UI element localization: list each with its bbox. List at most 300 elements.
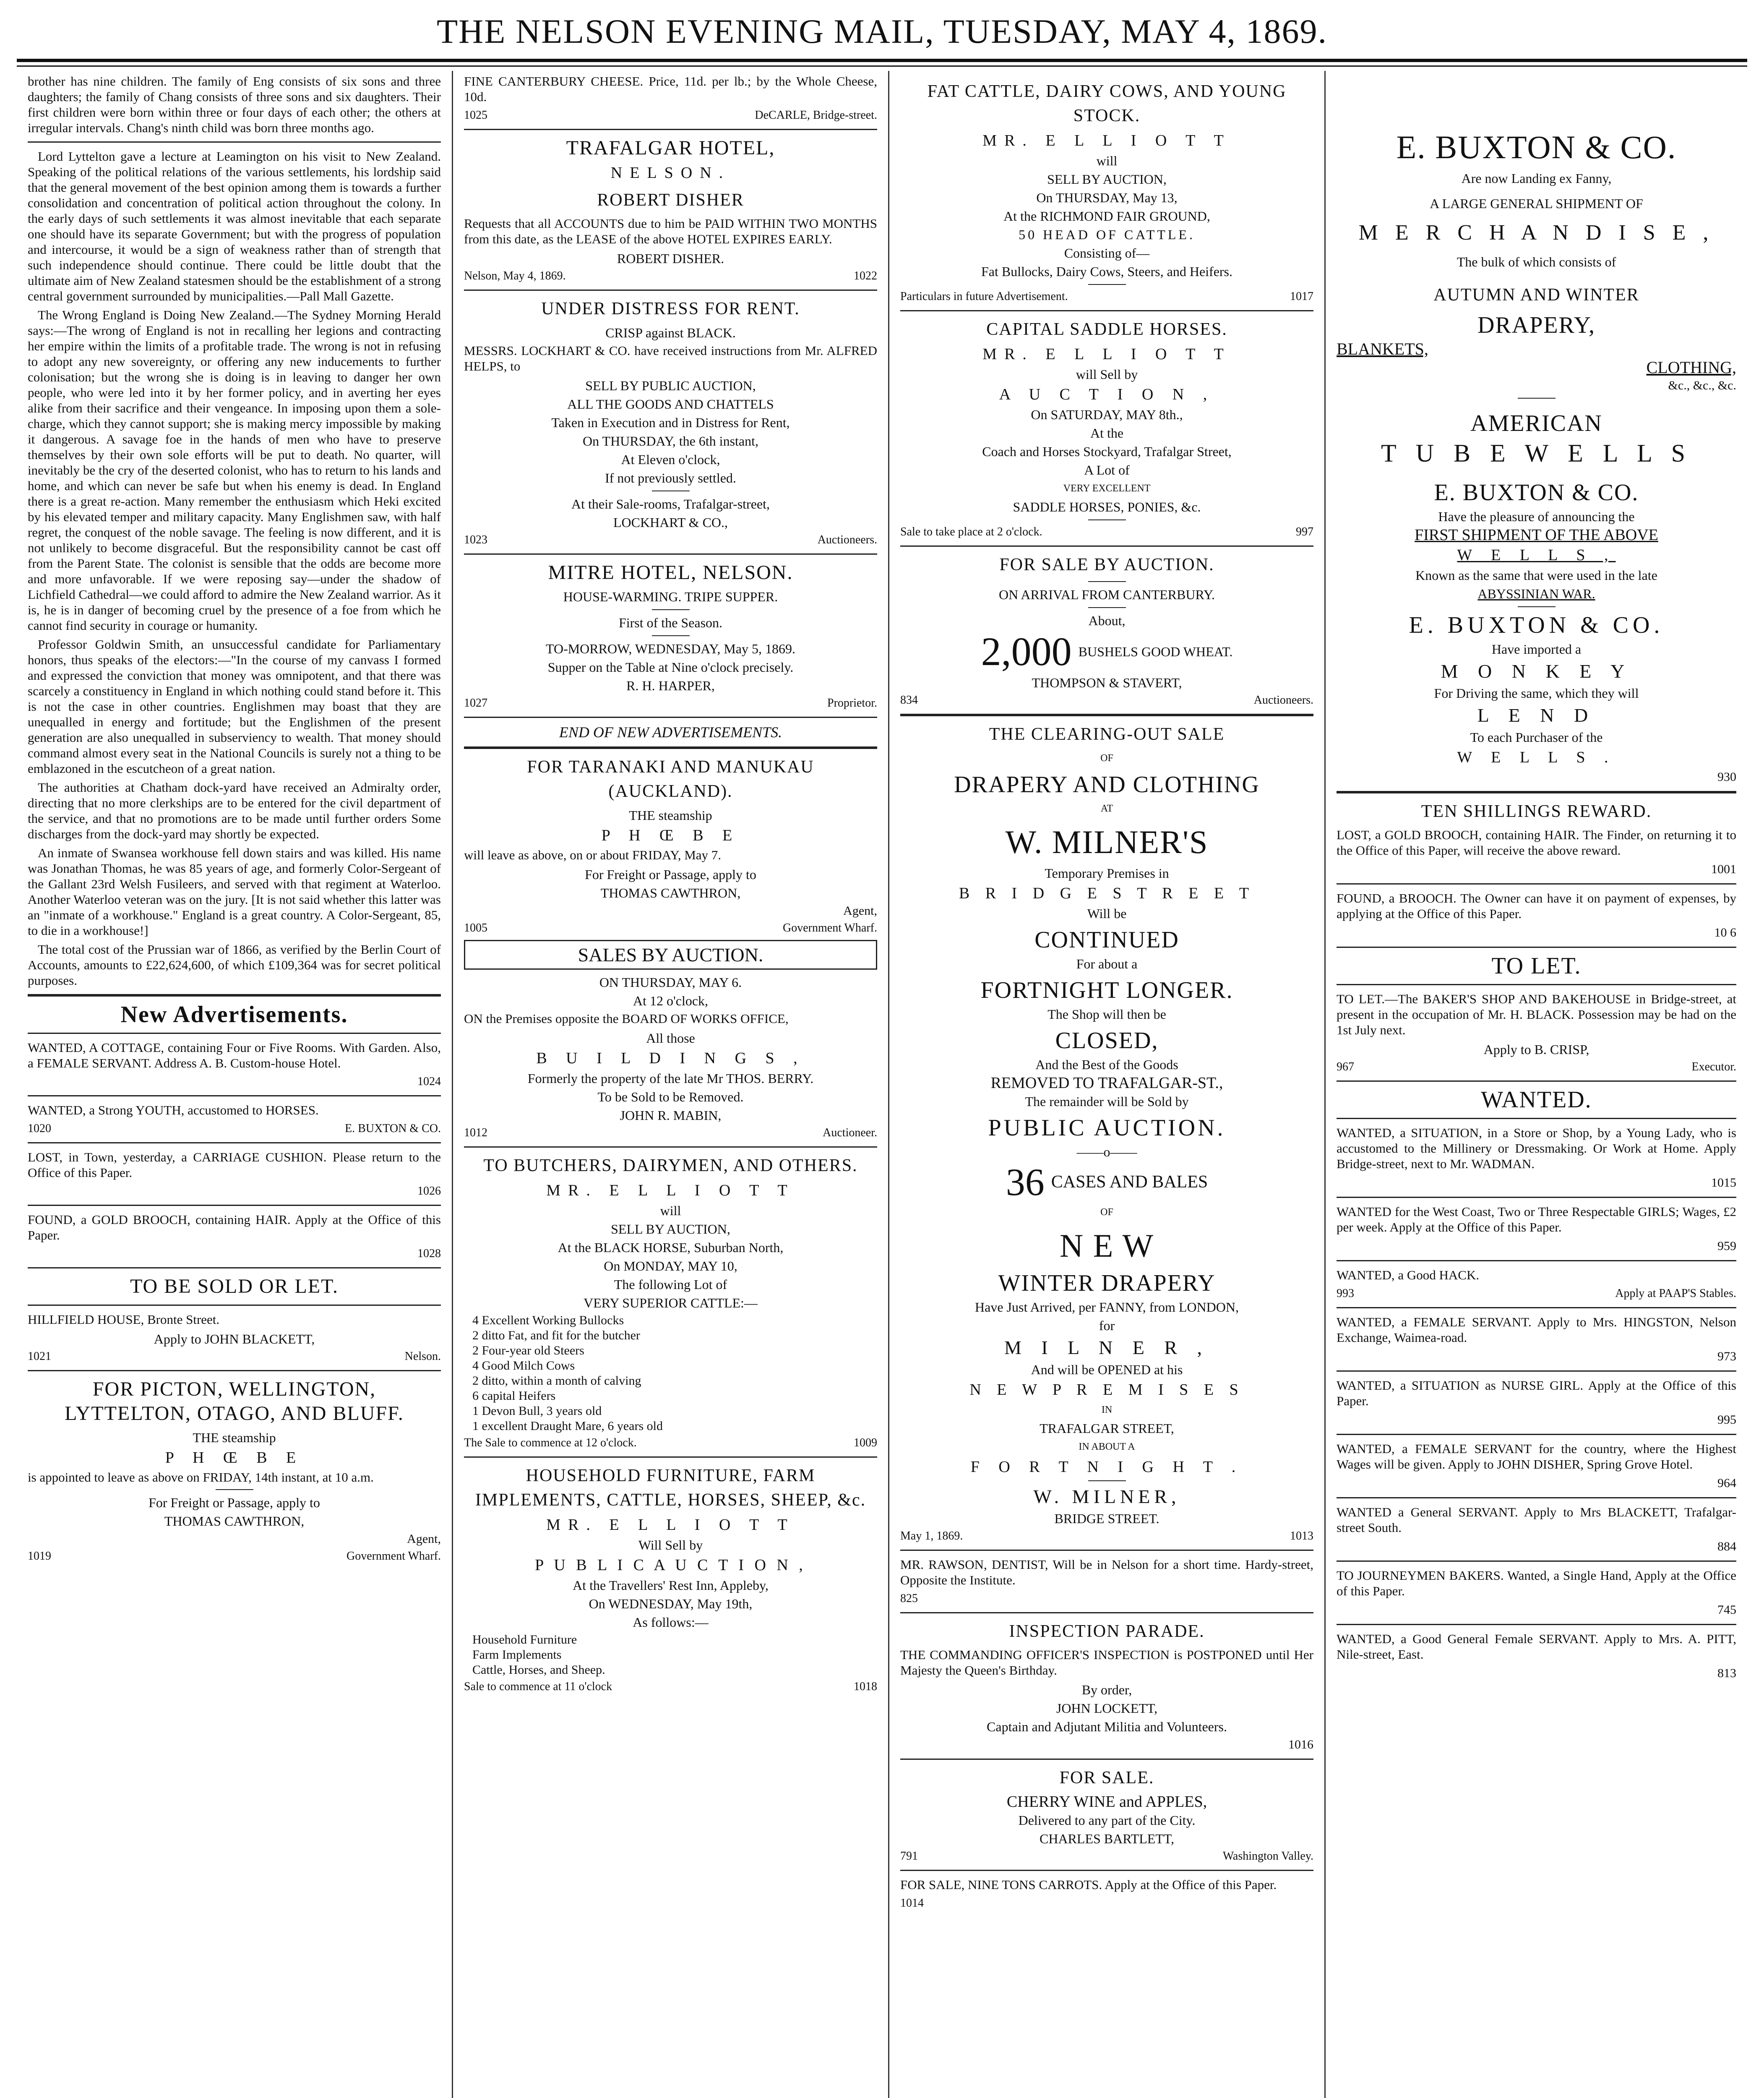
- mitre-signature: R. H. HARPER,: [626, 678, 715, 693]
- particulars: Particulars in future Advertisement.: [900, 290, 1068, 303]
- ad-place: Government Wharf.: [783, 921, 877, 934]
- divider: [900, 714, 1313, 716]
- cases-in: IN: [1101, 1404, 1113, 1415]
- ad-place: Washington Valley.: [1222, 1850, 1313, 1863]
- ad-number: 1018: [854, 1680, 877, 1693]
- for-sale-heading: FOR SALE.: [1059, 1768, 1154, 1787]
- article-goldwin-smith: Professor Goldwin Smith, an unsuccessful candidate for Parliamentary honors, thus speaks of the electors:—"In the course of my canvass I formed and expressed the conviction that money was omnipotent, and that there was scarcely a constituency in England in which nothing could stand before it. This is not the case in other countries. Englishmen may boast that they are unequalled in energy and fortitude; but the Englishmen of the present generation are also unequalled in subserviency to wealth. That money should command almost every seat in the National Councils is surely not a thing to be emblazoned in the escutcheon of a great nation.: [28, 637, 441, 776]
- column-2: [453, 71, 889, 2098]
- ad-number: 1028: [417, 1247, 441, 1260]
- divider: [28, 1095, 441, 1096]
- divider: [28, 1370, 441, 1371]
- ad-number: 1022: [854, 269, 877, 282]
- clearing-fortnight: FORTNIGHT LONGER.: [980, 977, 1233, 1003]
- divider: [464, 129, 877, 130]
- cases-fortnight: F O R T N I G H T .: [970, 1458, 1243, 1476]
- ad-number: 1009: [854, 1436, 877, 1449]
- divider: [464, 290, 877, 291]
- ad-wanted: TO JOURNEYMEN BAKERS. Wanted, a Single Hand, Apply at the Office of this Paper.: [1337, 1568, 1736, 1598]
- lockhart-date: On THURSDAY, the 6th instant,: [582, 433, 758, 449]
- divider: [900, 545, 1313, 547]
- article-wrong-england: The Wrong England is Doing New Zealand.—The Sydney Morning Herald says:—The wrong of England is not in recalling her legions and contracting her empire within the limits of a profitable trade. The wrong is not in refusing to adopt any new sovereignty, or offering any new inducements to further colonisation; but the wrong she is doing is in leaving to danger her own people, who were led into it by her former policy, and in averting her eyes alike from their sacrifice and their vengeance. In imposing upon them a sole-charge, which they cannot support; she is making mercy impossible by making it dangerous. A savage foe in the hands of men who have to preserve themselves by their own sole efforts will be put to death. No quarter, will inevitably be the cry of the deserted colonist, who has to return to his lands and home, and which can never be safe but when his enemy is dead. In England there is a great re-action. Many remember the enthusiasm which Heki excited by his elevated temper and military capacity. Many Englishmen saw, with half regret, the conquest of the noble savage. The feeling is now different, and it is not unlikely to become disgraceful. But the responsibility cannot be cast off from the Parent State. The colonist is sensible that the odds are become more and more unfavorable. If we were reposing say—under the shadow of Lichfield Cathedral—we could afford to admire the New Zealand warrior. As it is, he is in danger of becoming cruel by the presence of a foe from which he cannot find security in courage or humanity.: [28, 308, 441, 633]
- cases-new: N E W: [1059, 1227, 1154, 1264]
- lockhart-rooms: At their Sale-rooms, Trafalgar-street,: [571, 496, 770, 511]
- short-rule: [1088, 519, 1126, 520]
- ad-cottage: WANTED, A COTTAGE, containing Four or Five Rooms. With Garden. Also, a FEMALE SERVANT. Address A. B. Custom-house Hotel.: [28, 1040, 441, 1070]
- elliott-name: MR. E L L I O T T: [546, 1182, 795, 1199]
- ad-number: 964: [1717, 1476, 1736, 1490]
- list-item: 2 ditto Fat, and fit for the butcher: [472, 1328, 640, 1342]
- elliott-at: At the: [1090, 425, 1124, 441]
- ad-footer: [28, 1549, 441, 1564]
- divider: [1337, 1307, 1736, 1308]
- buxton-purchaser: To each Purchaser of the: [1470, 730, 1603, 745]
- inspection-signature: JOHN LOCKETT,: [1056, 1701, 1158, 1716]
- buxton-merchandise: M E R C H A N D I S E ,: [1358, 221, 1714, 245]
- clearing-bridge: B R I D G E S T R E E T: [959, 885, 1255, 902]
- buxton-blankets: BLANKETS,: [1337, 339, 1428, 358]
- steamship-name: P H Œ B E: [601, 827, 740, 844]
- ad-number: 1020: [28, 1122, 51, 1135]
- ad-footer: [464, 1125, 877, 1140]
- elliott-sell: SELL BY AUCTION,: [611, 1221, 730, 1237]
- elliott-will: will: [1096, 153, 1118, 168]
- cases-winter-drapery: WINTER DRAPERY: [998, 1270, 1216, 1296]
- inspection-role: Captain and Adjutant Militia and Volunteers.: [987, 1719, 1227, 1734]
- lockhart-taken: Taken in Execution and in Distress for Rent,: [551, 415, 790, 430]
- sale-time: The Sale to commence at 12 o'clock.: [464, 1436, 637, 1449]
- list-item: 4 Good Milch Cows: [472, 1359, 575, 1373]
- fat-cattle-heading: FAT CATTLE, DAIRY COWS, AND YOUNG STOCK.: [927, 82, 1287, 125]
- for-sale-auction-heading: FOR SALE BY AUCTION.: [999, 555, 1214, 574]
- inspection-notice: THE COMMANDING OFFICER'S INSPECTION is POSTPONED until Her Majesty the Queen's Birthday.: [900, 1647, 1313, 1678]
- ad-number: 1016: [1288, 1738, 1313, 1751]
- list-item: 1 Devon Bull, 3 years old: [472, 1404, 602, 1418]
- ad-number: 1021: [28, 1350, 51, 1363]
- divider: [464, 1456, 877, 1458]
- cherry-wine: CHERRY WINE and APPLES,: [1006, 1793, 1207, 1811]
- cases-new-premises: N E W P R E M I S E S: [969, 1381, 1244, 1399]
- ad-wanted: WANTED, a SITUATION as NURSE GIRL. Apply at the Office of this Paper.: [1337, 1378, 1736, 1408]
- ad-footer: [464, 1679, 877, 1694]
- clearing-best: And the Best of the Goods: [1035, 1057, 1178, 1072]
- list-item: 1 excellent Draught Mare, 6 years old: [472, 1419, 663, 1433]
- short-rule: [652, 635, 690, 636]
- buxton-name: E. BUXTON & CO.: [1409, 612, 1664, 638]
- divider: [1337, 1080, 1736, 1082]
- taranaki-heading: FOR TARANAKI AND MANUKAU (AUCKLAND).: [527, 757, 814, 801]
- clearing-milner: W. MILNER'S: [1005, 824, 1209, 860]
- buxton-driving: For Driving the same, which they will: [1434, 686, 1639, 701]
- elliott-date: On WEDNESDAY, May 19th,: [589, 1596, 753, 1611]
- ad-footer: [464, 921, 877, 936]
- masthead-rule-thin: [17, 65, 1747, 67]
- list-item: Farm Implements: [472, 1648, 562, 1662]
- distress-parties: CRISP against BLACK.: [605, 325, 736, 340]
- ad-number: 1025: [464, 109, 487, 122]
- list-item: 6 capital Heifers: [472, 1389, 556, 1403]
- ad-number: 1012: [464, 1126, 487, 1139]
- ad-footer: [900, 693, 1313, 708]
- buxton-monkey: M O N K E Y: [1441, 660, 1632, 682]
- cases-line: [900, 1162, 1313, 1202]
- to-let-heading: TO LET.: [1491, 953, 1582, 979]
- ad-number: 997: [1296, 525, 1313, 538]
- new-adverts-heading: New Advertisements.: [120, 1002, 348, 1028]
- mabin-date: ON THURSDAY, MAY 6.: [599, 975, 742, 990]
- arrival: ON ARRIVAL FROM CANTERBURY.: [998, 587, 1215, 602]
- article-prussian: The total cost of the Prussian war of 1866, as verified by the Berlin Court of Accounts, amounts to £22,624,600, of which £109,364 was for secret political purposes.: [28, 942, 441, 988]
- article-swansea: An inmate of Swansea workhouse fell down stairs and was killed. His name was Jonathan Thomas, he was 85 years of age, and formerly Color-Sergeant of the Gallant 23rd Welsh Fusileers, and served with that regiment at Waterloo. Another Waterloo veteran was on the jury. [It is not said whether this latter was an "inmate of a workhouse." England is a great country. A Color-Sergeant, 85, to die in a workhouse!]: [28, 845, 441, 938]
- columns: [17, 71, 1747, 2098]
- column-4: [1326, 71, 1747, 2098]
- ad-number: 1001: [1711, 862, 1736, 876]
- short-rule: [1518, 606, 1556, 607]
- elliott-lot: A Lot of: [1084, 462, 1130, 478]
- elliott-sell: SELL BY AUCTION,: [1047, 172, 1167, 187]
- to-let-apply: Apply to B. CRISP,: [1483, 1042, 1589, 1057]
- ad-wanted: WANTED a General SERVANT. Apply to Mrs BLACKETT, Trafalgar-street South.: [1337, 1505, 1736, 1535]
- ad-role: Auctioneer.: [823, 1126, 877, 1139]
- ad-number: 930: [1717, 770, 1736, 784]
- ad-rawson: MR. RAWSON, DENTIST, Will be in Nelson for a short time. Hardy-street, Opposite the Institute.: [900, 1557, 1313, 1587]
- buxton-wells: W E L L S .: [1457, 749, 1616, 766]
- cases-about: IN ABOUT A: [1079, 1441, 1135, 1452]
- article-siamese: brother has nine children. The family of Eng consists of six sons and three daughters; the family of Chang consists of three sons and six daughters. Their first children were born within three or four days of each other; the others at irregular intervals. Chang's ninth child was born three months ago.: [28, 74, 441, 135]
- wheat-quantity: 2,000: [981, 629, 1072, 674]
- buxton-etc: &c., &c., &c.: [1668, 378, 1736, 392]
- clearing-ornament: ——o——: [1076, 1144, 1137, 1159]
- divider: [28, 1267, 441, 1268]
- divider: [28, 994, 441, 997]
- ad-date: Nelson, May 4, 1869.: [464, 269, 566, 282]
- hillfield-house: HILLFIELD HOUSE, Bronte Street.: [28, 1312, 220, 1327]
- ad-carrots: FOR SALE, NINE TONS CARROTS. Apply at the Office of this Paper.: [900, 1877, 1277, 1892]
- short-rule: [1518, 398, 1556, 399]
- buxton-clothing: CLOTHING,: [1646, 358, 1736, 377]
- mitre-heading: MITRE HOTEL, NELSON.: [548, 561, 793, 584]
- buxton-name: E. BUXTON & CO.: [1396, 129, 1677, 165]
- elliott-date: On MONDAY, MAY 10,: [604, 1258, 737, 1273]
- short-rule: [216, 1489, 253, 1490]
- elliott-following: The following Lot of: [614, 1277, 727, 1292]
- mabin-removed: To be Sold to be Removed.: [597, 1089, 744, 1104]
- ad-signature: E. BUXTON & CO.: [345, 1122, 441, 1135]
- saddle-horses-heading: CAPITAL SADDLE HORSES.: [986, 320, 1227, 339]
- freight-label: For Freight or Passage, apply to: [149, 1495, 320, 1510]
- cattle-head: 50 HEAD OF CATTLE.: [1019, 227, 1195, 242]
- divider: [1337, 791, 1736, 793]
- buxton-bulk: The bulk of which consists of: [1457, 254, 1616, 269]
- mitre-sub: HOUSE-WARMING. TRIPE SUPPER.: [563, 589, 778, 604]
- buxton-landing: Are now Landing ex Fanny,: [1461, 171, 1612, 186]
- ad-place: Nelson.: [404, 1350, 441, 1363]
- mabin-buildings: B U I L D I N G S ,: [536, 1049, 805, 1067]
- elliott-very: VERY SUPERIOR CATTLE:—: [584, 1295, 758, 1310]
- ad-wanted: WANTED, a FEMALE SERVANT for the country, where the Highest Wages will be given. Apply to JOHN DISHER, Spring Grove Hotel.: [1337, 1441, 1736, 1472]
- column-3: [889, 71, 1326, 2098]
- ad-footer: [900, 289, 1313, 304]
- clearing-will-be: Will be: [1087, 906, 1127, 921]
- ad-number: 1023: [464, 533, 487, 546]
- divider: [900, 1550, 1313, 1551]
- ad-number: 959: [1717, 1239, 1736, 1253]
- ad-number: 1026: [417, 1185, 441, 1198]
- ad-brooch: FOUND, a GOLD BROOCH, containing HAIR. Apply at the Office of this Paper.: [28, 1212, 441, 1242]
- distress-heading: UNDER DISTRESS FOR RENT.: [541, 299, 800, 318]
- short-rule: [1088, 284, 1126, 285]
- clearing-remainder: The remainder will be Sold by: [1025, 1094, 1189, 1109]
- ad-role: Auctioneers.: [817, 533, 877, 546]
- buxton-pleasure: Have the pleasure of announcing the: [1438, 509, 1635, 524]
- cattle-list: Fat Bullocks, Dairy Cows, Steers, and Heifers.: [981, 264, 1232, 279]
- clearing-shop: The Shop will then be: [1047, 1007, 1166, 1022]
- clearing-temporary: Temporary Premises in: [1045, 866, 1169, 881]
- article-lyttelton: Lord Lyttelton gave a lecture at Leamington on his visit to New Zealand. Speaking of the political relations of the various settlements, his lordship said that the general movement of the best opinion among them is towards a further consolidation and concentration of political action throughout the colony. In the early days of such settlements it was almost inevitable that each separate one should have its separate Government; but with the progress of population and intercourse, it would be a sign of weakness rather than of strength that such independence should continue. There could be little doubt that the ultimate aim of New Zealand statesmen should be the establishment of a strong central government surrounded by municipalities.—Pall Mall Gazette.: [28, 149, 441, 303]
- cases-bridge: BRIDGE STREET.: [1054, 1511, 1159, 1526]
- lockhart-condition: If not previously settled.: [605, 470, 736, 485]
- ad-number: 1019: [28, 1550, 51, 1563]
- divider: [1337, 1260, 1736, 1261]
- elliott-location: At the BLACK HORSE, Suburban North,: [558, 1240, 784, 1255]
- divider: [900, 1759, 1313, 1760]
- elliott-name: MR. E L L I O T T: [546, 1516, 795, 1534]
- cases-milner: M I L N E R ,: [1004, 1337, 1210, 1358]
- picton-heading: FOR PICTON, WELLINGTON, LYTTELTON, OTAGO, AND BLUFF.: [65, 1378, 404, 1425]
- column-1: [17, 71, 453, 2098]
- list-item: Cattle, Horses, and Sheep.: [472, 1663, 605, 1677]
- mitre-first: First of the Season.: [618, 615, 723, 630]
- divider: [1337, 1197, 1736, 1198]
- ad-place: Government Wharf.: [347, 1550, 441, 1563]
- divider: [1337, 1497, 1736, 1498]
- buxton-wells: W E L L S ,: [1457, 546, 1616, 564]
- cherry-signature: CHARLES BARTLETT,: [1039, 1831, 1175, 1846]
- divider: [1337, 1434, 1736, 1435]
- ad-number: 1013: [1290, 1529, 1313, 1542]
- end-new-adverts: END OF NEW ADVERTISEMENTS.: [559, 724, 782, 741]
- disher-notice: Requests that all ACCOUNTS due to him be PAID WITHIN TWO MONTHS from this date, as the LEASE of the above HOTEL EXPIRES EARLY.: [464, 216, 877, 246]
- elliott-will: will: [660, 1203, 681, 1218]
- disher-name: ROBERT DISHER: [597, 190, 744, 210]
- ad-footer: [28, 1246, 441, 1261]
- cherry-delivered: Delivered to any part of the City.: [1018, 1813, 1196, 1828]
- wheat-line: [900, 631, 1313, 673]
- buxton-autumn-winter: AUTUMN AND WINTER: [1433, 285, 1639, 305]
- divider: [28, 141, 441, 143]
- divider: [464, 717, 877, 718]
- ad-footer: [464, 696, 877, 711]
- divider: [900, 1612, 1313, 1613]
- mabin-formerly: Formerly the property of the late Mr THOS. BERRY.: [527, 1071, 814, 1086]
- ad-footer: [900, 1896, 1313, 1911]
- wheat-about: About,: [1088, 613, 1126, 628]
- ad-youth: WANTED, a Strong YOUTH, accustomed to HORSES.: [28, 1103, 319, 1117]
- mabin-all: All those: [646, 1031, 695, 1046]
- ad-number: 973: [1717, 1349, 1736, 1363]
- lockhart-sell: SELL BY PUBLIC AUCTION,: [585, 378, 756, 393]
- ad-footer: [28, 1121, 441, 1136]
- ad-footer: [900, 1849, 1313, 1864]
- lockhart-intro: MESSRS. LOCKHART & CO. have received instructions from Mr. ALFRED HELPS, to: [464, 343, 877, 373]
- buxton-drapery: DRAPERY,: [1477, 312, 1596, 338]
- ad-wanted: WANTED for the West Coast, Two or Three Respectable GIRLS; Wages, £2 per week. Apply at the Office of this Paper.: [1337, 1204, 1736, 1234]
- wheat-text: BUSHELS GOOD WHEAT.: [1078, 644, 1233, 659]
- ad-number: 813: [1717, 1666, 1736, 1680]
- buxton-large: A LARGE GENERAL SHIPMENT OF: [1430, 196, 1643, 211]
- tube-wells-heading: T U B E W E L L S: [1381, 439, 1692, 467]
- agent-role: Agent,: [843, 904, 877, 918]
- elliott-name: MR. E L L I O T T: [982, 345, 1231, 363]
- divider: [28, 1033, 441, 1034]
- ad-number: 1017: [1290, 290, 1313, 303]
- ad-number: 1027: [464, 697, 487, 710]
- cases-signature: W. MILNER,: [1033, 1486, 1180, 1507]
- american-heading: AMERICAN: [1470, 410, 1602, 436]
- divider: [1337, 883, 1736, 885]
- cases-arrived: Have Just Arrived, per FANNY, from LONDON,: [975, 1300, 1239, 1315]
- buxton-known: Known as the same that were used in the late: [1415, 568, 1657, 583]
- elliott-public-auction: P U B L I C A U C T I O N ,: [535, 1556, 806, 1574]
- wheat-signature: THOMPSON & STAVERT,: [1032, 675, 1182, 690]
- list-item: Household Furniture: [472, 1633, 577, 1647]
- ad-footer: [464, 1435, 877, 1451]
- cases-trafalgar: TRAFALGAR STREET,: [1040, 1421, 1174, 1436]
- elliott-will: will Sell by: [1076, 367, 1138, 382]
- list-item: 2 Four-year old Steers: [472, 1344, 584, 1357]
- mabin-notice: ON the Premises opposite the BOARD OF WORKS OFFICE,: [464, 1011, 789, 1026]
- elliott-location: At the Travellers' Rest Inn, Appleby,: [573, 1578, 769, 1593]
- lockhart-goods: ALL THE GOODS AND CHATTELS: [567, 397, 774, 412]
- ad-footer: [900, 524, 1313, 540]
- lockhart-time: At Eleven o'clock,: [621, 452, 720, 467]
- ad-number: 825: [900, 1592, 918, 1605]
- elliott-will: Will Sell by: [638, 1537, 703, 1553]
- list-item: 4 Excellent Working Bullocks: [472, 1313, 624, 1327]
- buxton-imported: Have imported a: [1491, 642, 1582, 657]
- ad-found-brooch: FOUND, a BROOCH. The Owner can have it on payment of expenses, by applying at the Office of this Paper.: [1337, 891, 1736, 921]
- sales-by-auction-heading: SALES BY AUCTION.: [464, 940, 877, 970]
- agent-role: Agent,: [407, 1532, 441, 1546]
- divider: [28, 1305, 441, 1306]
- sale-time: Sale to take place at 2 o'clock.: [900, 525, 1042, 538]
- clearing-at: AT: [1100, 803, 1113, 814]
- short-rule: [1088, 1480, 1126, 1481]
- steamship-label: THE steamship: [629, 808, 712, 823]
- elliott-location: At the RICHMOND FAIR GROUND,: [1003, 209, 1210, 224]
- ad-role: Auctioneers.: [1253, 694, 1313, 707]
- elliott-follows: As follows:—: [633, 1615, 709, 1630]
- masthead: THE NELSON EVENING MAIL, TUESDAY, MAY 4, 1869.: [436, 12, 1328, 50]
- divider: [1337, 947, 1736, 948]
- elliott-horses: SADDLE HORSES, PONIES, &c.: [1013, 499, 1201, 514]
- short-rule: [652, 609, 690, 610]
- trafalgar-heading: TRAFALGAR HOTEL,: [566, 137, 775, 159]
- ad-wanted: WANTED, a Good General Female SERVANT. Apply to Mrs. A. PITT, Nile-street, East.: [1337, 1631, 1736, 1662]
- ad-footer: [28, 1349, 441, 1364]
- clearing-of: OF: [1100, 753, 1113, 764]
- ad-footer: [28, 1074, 441, 1089]
- ad-wanted: WANTED, a FEMALE SERVANT. Apply to Mrs. HINGSTON, Nelson Exchange, Waimea-road.: [1337, 1315, 1736, 1345]
- mitre-date: TO-MORROW, WEDNESDAY, May 5, 1869.: [545, 641, 795, 656]
- cases-for: for: [1099, 1318, 1115, 1333]
- divider: [1337, 984, 1736, 985]
- sale-time: Sale to commence at 11 o'clock: [464, 1680, 612, 1693]
- household-list: [464, 1632, 877, 1678]
- divider: [900, 1870, 1313, 1871]
- short-rule: [1088, 581, 1126, 582]
- ad-number: 791: [900, 1850, 918, 1863]
- divider: [1337, 1118, 1736, 1119]
- buxton-first-shipment: FIRST SHIPMENT OF THE ABOVE: [1415, 526, 1658, 544]
- elliott-date: On SATURDAY, MAY 8th.,: [1031, 407, 1183, 422]
- inspection-heading: INSPECTION PARADE.: [1009, 1622, 1205, 1641]
- ad-role: Proprietor.: [827, 697, 877, 710]
- ad-number: 884: [1717, 1540, 1736, 1553]
- ad-number: 967: [1337, 1060, 1354, 1073]
- cases-of: OF: [1100, 1207, 1113, 1218]
- buxton-lend: L E N D: [1477, 705, 1596, 726]
- ad-wanted: WANTED, a Good HACK.: [1337, 1268, 1480, 1282]
- steamship-notice: will leave as above, on or about FRIDAY, May 7.: [464, 848, 722, 862]
- clearing-heading: THE CLEARING-OUT SALE: [989, 725, 1225, 744]
- ad-reward: LOST, a GOLD BROOCH, containing HAIR. The Finder, on returning it to the Office of this Paper, will receive the above reward.: [1337, 827, 1736, 858]
- elliott-date: On THURSDAY, May 13,: [1036, 190, 1178, 205]
- mabin-time: At 12 o'clock,: [633, 993, 709, 1008]
- divider: [1337, 1624, 1736, 1625]
- household-heading: HOUSEHOLD FURNITURE, FARM IMPLEMENTS, CATTLE, HORSES, SHEEP, &c.: [475, 1466, 866, 1510]
- mitre-supper: Supper on the Table at Nine o'clock precisely.: [547, 660, 794, 675]
- ad-signature: DeCARLE, Bridge-street.: [755, 109, 877, 122]
- clearing-for-about: For about a: [1076, 956, 1138, 971]
- ad-number: 1015: [1711, 1176, 1736, 1190]
- divider: [1337, 1370, 1736, 1372]
- steamship-name: P H Œ B E: [165, 1449, 304, 1467]
- elliott-name: MR. E L L I O T T: [982, 132, 1231, 149]
- short-rule: [1088, 607, 1126, 608]
- clearing-drapery: DRAPERY AND CLOTHING: [954, 772, 1260, 798]
- ad-apply: Apply at PAAP'S Stables.: [1615, 1287, 1736, 1300]
- clearing-removed: REMOVED TO TRAFALGAR-ST.,: [990, 1074, 1223, 1092]
- ad-role: Executor.: [1691, 1060, 1736, 1073]
- ad-cushion: LOST, in Town, yesterday, a CARRIAGE CUSHION. Please return to the Office of this Paper.: [28, 1150, 441, 1180]
- lockhart-signature: LOCKHART & CO.,: [613, 515, 728, 530]
- divider: [28, 1142, 441, 1143]
- agent-name: THOMAS CAWTHRON,: [164, 1513, 305, 1529]
- ad-date: May 1, 1869.: [900, 1529, 963, 1542]
- clearing-public-auction: PUBLIC AUCTION.: [988, 1115, 1226, 1141]
- ad-number: 1024: [417, 1075, 441, 1088]
- consisting: Consisting of—: [1064, 245, 1150, 261]
- ad-wanted: WANTED, a SITUATION, in a Store or Shop, by a Young Lady, who is accustomed to the Millinery or Dressmaking. Or Work at Home. Apply Bridge-street, next to Mr. WADMAN.: [1337, 1125, 1736, 1171]
- ad-footer: [28, 1184, 441, 1199]
- steamship-notice: is appointed to leave as above on FRIDAY, 14th instant, at 10 a.m.: [28, 1470, 374, 1485]
- clearing-continued: CONTINUED: [1034, 927, 1179, 953]
- inspection-by: By order,: [1081, 1682, 1132, 1697]
- elliott-location: Coach and Horses Stockyard, Trafalgar Street,: [982, 444, 1232, 459]
- sold-or-let-heading: TO BE SOLD OR LET.: [130, 1275, 339, 1297]
- ad-footer: [464, 108, 877, 123]
- article-chatham: The authorities at Chatham dock-yard have received an Admiralty order, directing that no more clerkships are to be entered for the civil department of the service, and that no promotions are to be made until further orders Some discharges from the dock-yard may shortly be expected.: [28, 780, 441, 841]
- hillfield-apply: Apply to JOHN BLACKETT,: [154, 1331, 315, 1346]
- ad-number: 995: [1717, 1413, 1736, 1427]
- elliott-auction: A U C T I O N ,: [999, 386, 1215, 403]
- divider: [900, 310, 1313, 311]
- ad-number: 834: [900, 694, 918, 707]
- ad-number: 1014: [900, 1897, 924, 1910]
- buxton-war: ABYSSINIAN WAR.: [1477, 586, 1595, 601]
- ad-footer: [900, 1529, 1313, 1544]
